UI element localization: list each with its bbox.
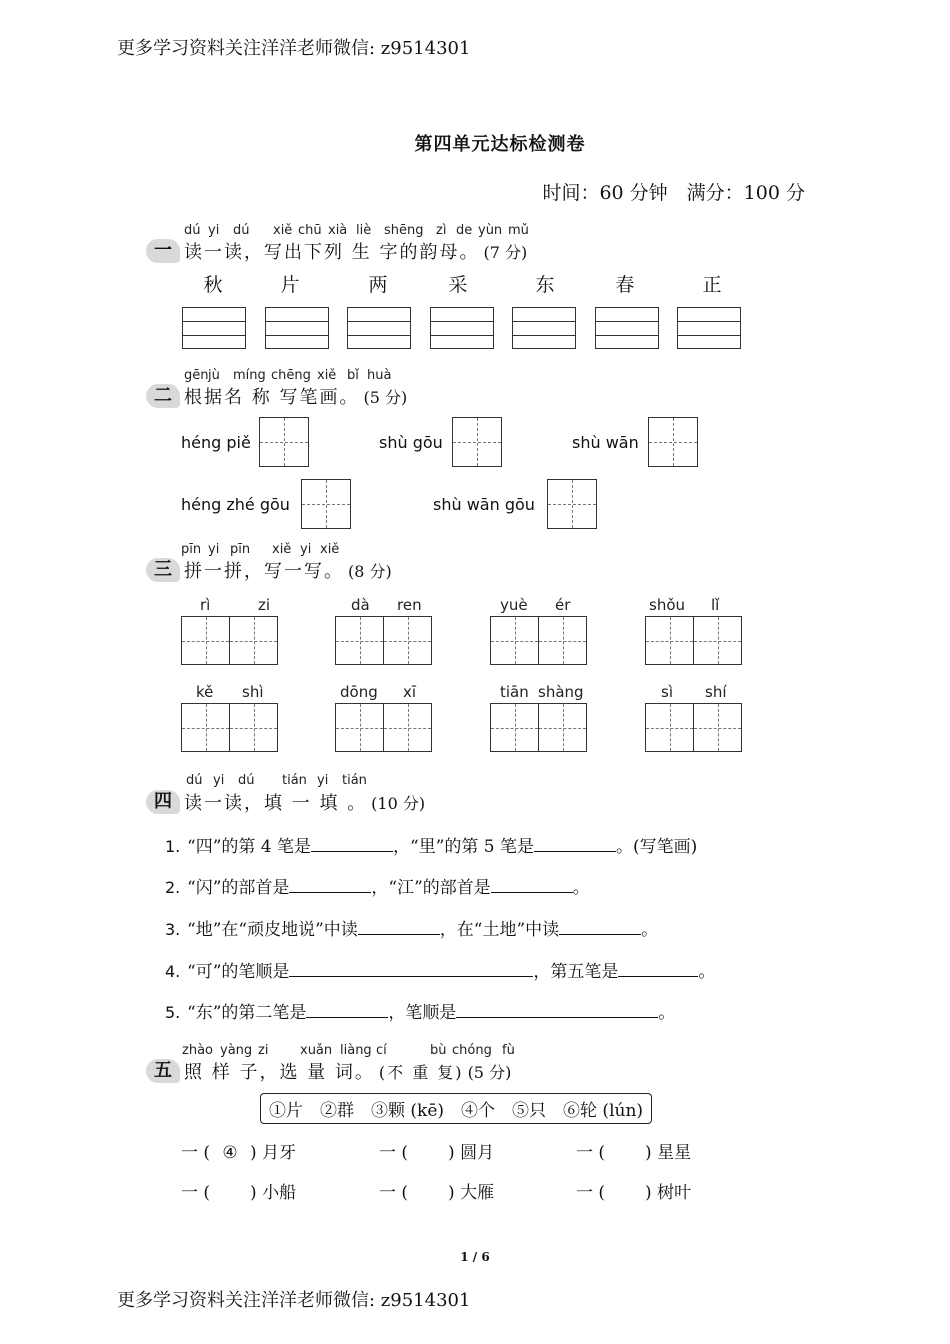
four-line-box[interactable] <box>182 307 246 349</box>
py: tián <box>282 773 307 788</box>
heading-text: 读一读，填 一 填 。 <box>184 793 368 814</box>
score: (5 分) <box>467 1062 512 1082</box>
py: dú <box>184 223 201 238</box>
four-line-box[interactable] <box>512 307 576 349</box>
py: xiě <box>317 368 337 383</box>
section2-pinyin <box>184 368 397 383</box>
note: (不 重 复) <box>378 1062 464 1082</box>
py: de <box>456 223 473 238</box>
measure-item <box>576 1183 691 1203</box>
char: 春 <box>615 274 635 296</box>
py: fù <box>502 1043 515 1058</box>
py: zhào <box>182 1043 213 1058</box>
section-badge: 五 <box>146 1059 180 1083</box>
py: tiān <box>500 683 529 701</box>
word-pinyin <box>196 683 264 701</box>
word-pinyin <box>649 596 719 614</box>
score: (5 分) <box>363 387 408 407</box>
q-text: “地”在“顽皮地说”中读 <box>187 920 358 940</box>
py: zi <box>258 1043 269 1058</box>
post: ) 大雁 <box>448 1183 495 1203</box>
tian-grid[interactable] <box>259 417 309 467</box>
stroke-name: shù wān <box>572 433 639 452</box>
py: dú <box>233 223 250 238</box>
word-pinyin <box>340 683 416 701</box>
py: yi <box>317 773 329 788</box>
char: 秋 <box>203 274 223 296</box>
four-line-box[interactable] <box>347 307 411 349</box>
py: pīn <box>181 542 202 557</box>
py: ren <box>397 596 422 614</box>
stroke-name: héng zhé gōu <box>181 495 290 514</box>
py: bù <box>430 1043 447 1058</box>
py: yàng <box>220 1043 253 1058</box>
answer-fill[interactable]: ④ <box>222 1143 238 1163</box>
py: rì <box>200 596 211 614</box>
four-line-box[interactable] <box>677 307 741 349</box>
py: liàng <box>340 1043 372 1058</box>
q-text: “东”的第二笔是 <box>187 1003 307 1023</box>
py: yuè <box>500 596 528 614</box>
answer-blank[interactable] <box>618 960 698 977</box>
char: 正 <box>702 274 722 296</box>
q-num: 1. <box>165 837 181 856</box>
char: 东 <box>535 274 555 296</box>
question-2 <box>165 873 590 898</box>
py: xiě <box>320 542 340 557</box>
q-text: ，第五笔是 <box>533 962 619 982</box>
measure-row-2 <box>181 1178 691 1203</box>
py: chóng <box>452 1043 492 1058</box>
py: cí <box>376 1043 387 1058</box>
py: gēn <box>184 368 209 383</box>
q-text: ，笔顺是 <box>388 1003 457 1023</box>
q-text: 。 <box>698 962 716 982</box>
answer-blank[interactable] <box>358 918 440 935</box>
py: míng <box>233 368 266 383</box>
measure-item <box>379 1178 576 1203</box>
question-1 <box>165 832 697 857</box>
tian-grid[interactable] <box>490 616 539 665</box>
time-info: 时间：60 分钟 满分：100 分 <box>542 182 805 204</box>
tian-grid[interactable] <box>181 616 230 665</box>
answer-blank[interactable] <box>311 835 393 852</box>
heading-text: 拼一拼，写一写。 <box>184 561 344 582</box>
tian-grid[interactable] <box>538 616 587 665</box>
char: 采 <box>448 274 468 296</box>
q-text: ，“江”的部首是 <box>371 878 491 898</box>
options-box: ①片 ②群 ③颗 (kē) ④个 ⑤只 ⑥轮 (lún) <box>260 1093 652 1124</box>
section1-pinyin <box>184 223 530 238</box>
tian-grid[interactable] <box>693 703 742 752</box>
section4-pinyin <box>186 773 372 788</box>
section5-heading <box>146 1058 511 1084</box>
post: ) 树叶 <box>645 1183 692 1203</box>
answer-blank[interactable] <box>306 1001 388 1018</box>
measure-item <box>181 1138 379 1163</box>
py: lǐ <box>711 596 720 614</box>
py: shì <box>242 683 264 701</box>
stroke-name: shù wān gōu <box>433 495 535 514</box>
score: (8 分) <box>348 561 392 581</box>
py: shēng <box>384 223 424 238</box>
section1-heading <box>146 238 527 264</box>
pre: 一 ( <box>379 1143 409 1163</box>
py: yi <box>208 542 220 557</box>
py: shí <box>705 683 727 701</box>
pre: 一 ( <box>181 1143 211 1163</box>
watermark-top: 更多学习资料关注洋洋老师微信: z9514301 <box>117 38 471 59</box>
py: xuǎn <box>300 1043 333 1058</box>
py: yi <box>208 223 220 238</box>
tian-grid[interactable] <box>648 417 698 467</box>
section-badge: 四 <box>146 790 180 814</box>
tian-grid[interactable] <box>490 703 539 752</box>
py: xiě <box>272 542 292 557</box>
answer-blank[interactable] <box>491 876 573 893</box>
section-badge: 一 <box>146 239 180 263</box>
tian-grid[interactable] <box>335 616 384 665</box>
four-line-box[interactable] <box>595 307 659 349</box>
pre: 一 ( <box>576 1143 606 1163</box>
py: shàng <box>538 683 584 701</box>
q-text: “可”的笔顺是 <box>187 962 290 982</box>
py: chēng <box>271 368 311 383</box>
word-pinyin <box>200 596 270 614</box>
tian-grid[interactable] <box>645 616 694 665</box>
py: dà <box>351 596 370 614</box>
post: ) 月牙 <box>250 1143 297 1163</box>
pre: 一 ( <box>181 1183 211 1203</box>
py: pīn <box>230 542 251 557</box>
section2-heading <box>146 383 407 409</box>
word-pinyin <box>500 596 570 614</box>
py: liè <box>356 223 372 238</box>
tian-grid[interactable] <box>383 616 432 665</box>
py: zi <box>258 596 271 614</box>
q-text: ，在“土地”中读 <box>439 920 560 940</box>
py: yi <box>300 542 312 557</box>
section3-pinyin <box>181 542 342 557</box>
section5-pinyin <box>182 1043 522 1058</box>
tian-grid[interactable] <box>229 616 278 665</box>
char: 片 <box>280 274 300 296</box>
py: tián <box>342 773 367 788</box>
answer-blank[interactable] <box>289 960 533 977</box>
py: huà <box>367 368 392 383</box>
q-text: 。 <box>641 920 659 940</box>
measure-row-1 <box>181 1138 691 1163</box>
pre: 一 ( <box>576 1183 606 1203</box>
measure-item <box>379 1138 576 1163</box>
pre: 一 ( <box>379 1183 409 1203</box>
tian-grid[interactable] <box>229 703 278 752</box>
py: yi <box>213 773 225 788</box>
py: dú <box>238 773 255 788</box>
score: (7 分) <box>483 242 528 262</box>
answer-blank[interactable] <box>559 918 641 935</box>
py: sì <box>661 683 673 701</box>
py: yùn <box>478 223 503 238</box>
page-title: 第四单元达标检测卷 <box>414 134 586 155</box>
score: (10 分) <box>371 793 426 813</box>
question-3 <box>165 915 658 940</box>
py: dú <box>186 773 203 788</box>
four-line-box[interactable] <box>265 307 329 349</box>
py: mǔ <box>508 223 529 238</box>
section-badge: 二 <box>146 384 180 408</box>
py: xī <box>403 683 417 701</box>
py: xià <box>328 223 348 238</box>
word-pinyin <box>351 596 422 614</box>
watermark-bottom: 更多学习资料关注洋洋老师微信: z9514301 <box>117 1290 471 1311</box>
q-text: ，“里”的第 5 笔是 <box>393 837 535 857</box>
tian-grid[interactable] <box>335 703 384 752</box>
heading-text: 读一读，写出下列 生 字的韵母。 <box>184 242 480 263</box>
tian-grid[interactable] <box>693 616 742 665</box>
q-text: 。(写笔画) <box>616 837 698 857</box>
char: 两 <box>368 274 388 296</box>
q-num: 2. <box>165 878 181 897</box>
answer-blank[interactable] <box>456 1001 658 1018</box>
tian-grid[interactable] <box>301 479 351 529</box>
measure-item <box>576 1143 691 1163</box>
word-pinyin <box>500 683 584 701</box>
post: ) 星星 <box>645 1143 692 1163</box>
word-pinyin <box>661 683 727 701</box>
tian-grid[interactable] <box>645 703 694 752</box>
post: ) 圆月 <box>448 1143 495 1163</box>
tian-grid[interactable] <box>452 417 502 467</box>
tian-grid[interactable] <box>383 703 432 752</box>
py: shǒu <box>649 596 686 614</box>
py: kě <box>196 683 214 701</box>
section-badge: 三 <box>146 558 180 582</box>
q-text: 。 <box>572 878 590 898</box>
tian-grid[interactable] <box>538 703 587 752</box>
py: dōng <box>340 683 378 701</box>
answer-blank[interactable] <box>534 835 616 852</box>
q-text: “闪”的部首是 <box>187 878 290 898</box>
py: bǐ <box>347 368 359 383</box>
section3-heading <box>146 557 392 583</box>
section4-heading <box>146 789 425 815</box>
q-num: 5. <box>165 1003 181 1022</box>
py: jù <box>208 368 220 383</box>
py: chū <box>298 223 322 238</box>
tian-grid[interactable] <box>547 479 597 529</box>
page-number: 1 / 6 <box>460 1250 490 1264</box>
stroke-name: héng piě <box>181 433 251 452</box>
question-5 <box>165 998 675 1023</box>
q-text: 。 <box>658 1003 676 1023</box>
tian-grid[interactable] <box>181 703 230 752</box>
answer-blank[interactable] <box>289 876 371 893</box>
stroke-name: shù gōu <box>379 433 443 452</box>
py: zì <box>436 223 447 238</box>
q-text: “四”的第 4 笔是 <box>187 837 312 857</box>
py: ér <box>555 596 571 614</box>
four-line-box[interactable] <box>430 307 494 349</box>
heading-text: 照 样 子，选 量 词。 <box>184 1062 375 1083</box>
question-4 <box>165 957 715 982</box>
post: ) 小船 <box>250 1183 297 1203</box>
measure-item <box>181 1178 379 1203</box>
heading-text: 根据名 称 写笔画。 <box>184 387 360 408</box>
q-num: 4. <box>165 962 181 981</box>
q-num: 3. <box>165 920 181 939</box>
py: xiě <box>273 223 293 238</box>
